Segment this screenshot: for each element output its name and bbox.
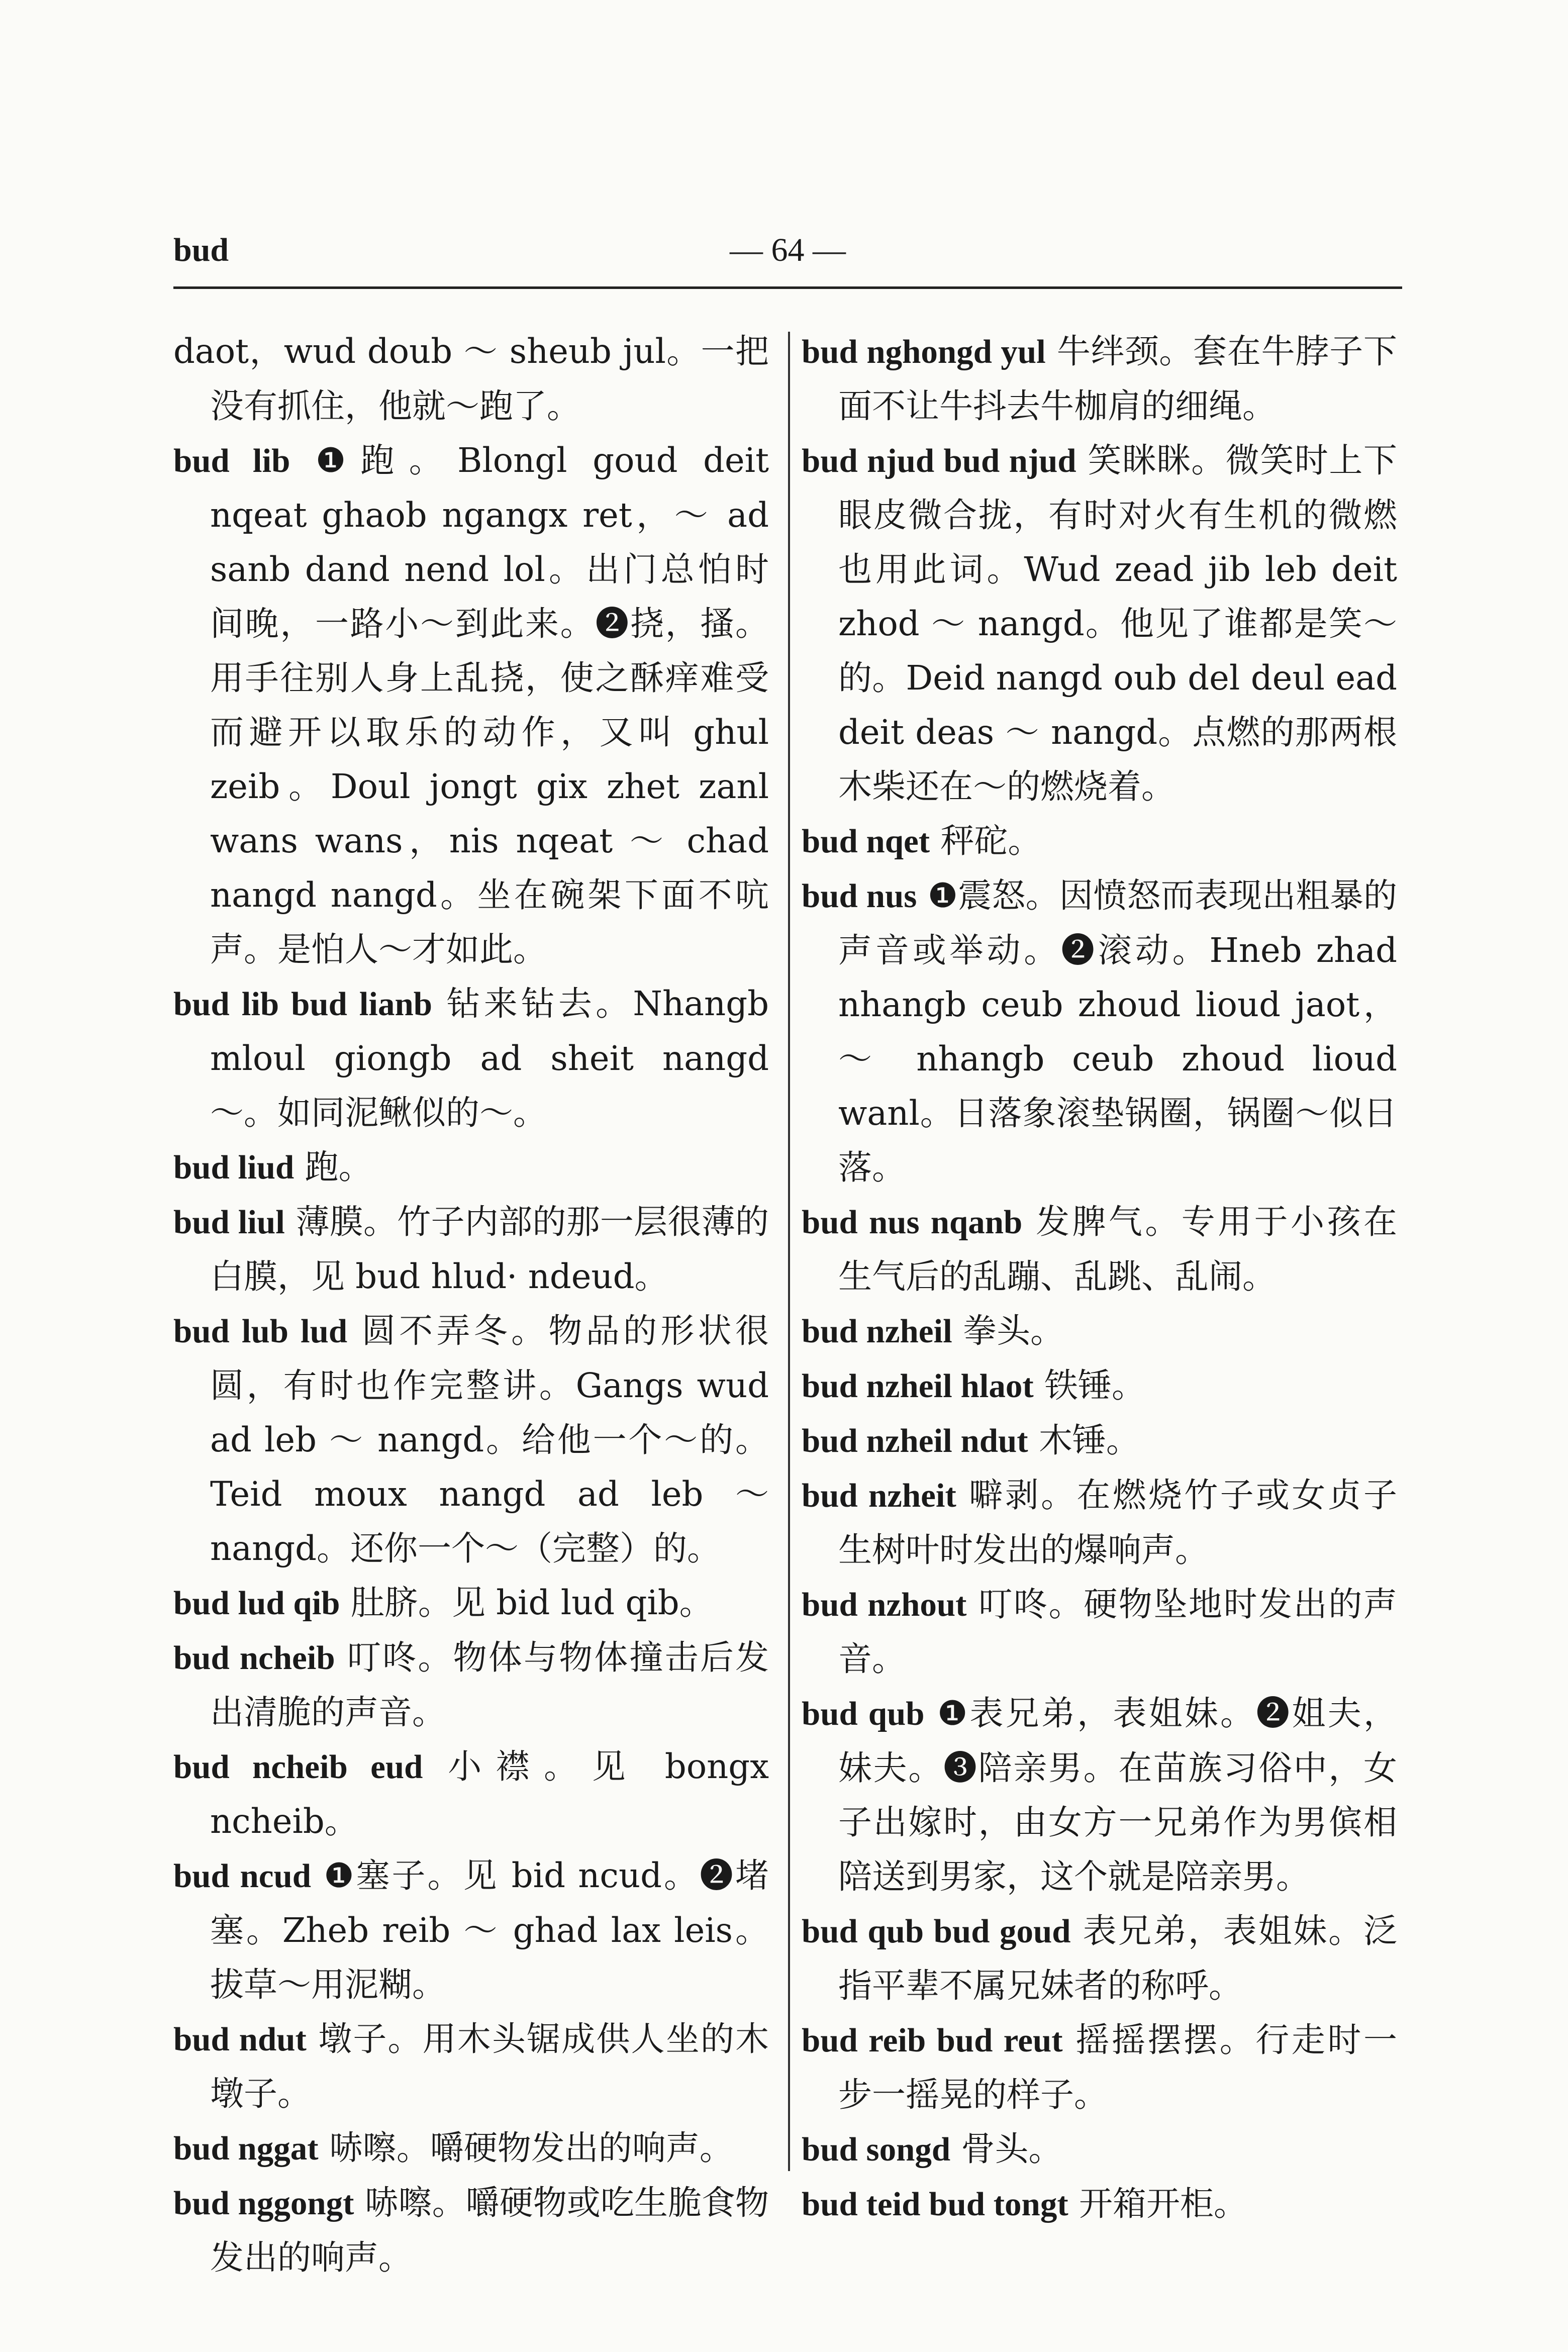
headword: bud njud bud njud <box>802 442 1076 479</box>
dictionary-entry <box>802 1468 1397 1577</box>
headword: bud nggongt <box>173 2185 354 2222</box>
dictionary-entry <box>802 2177 1397 2231</box>
headword: bud nggat <box>173 2130 319 2167</box>
definition: ❶塞子。见 bid ncud。❷堵塞。Zheb reib ～ ghad lax leis。拔草～用泥糊。 <box>210 1856 769 2004</box>
headword: bud nus nqanb <box>802 1204 1023 1241</box>
dictionary-entry <box>802 1358 1397 1413</box>
headword: bud ncud <box>173 1857 312 1895</box>
dictionary-entry <box>802 868 1397 1195</box>
definition: 圆不弄冬。物品的形状很圆，有时也作完整讲。Gangs wud ad leb ～ nangd。给他一个～的。Teid moux nangd ad leb ～ nangd。还你一个～（完整）的。 <box>210 1311 769 1568</box>
left-column <box>173 324 769 2285</box>
headword: bud ncheib <box>173 1639 335 1677</box>
headword: bud liud <box>173 1149 295 1186</box>
headword: bud nzheil <box>802 1313 952 1350</box>
definition: 铁锤。 <box>1044 1366 1146 1405</box>
dictionary-entry <box>802 1304 1397 1358</box>
dictionary-entry <box>802 324 1397 433</box>
dictionary-entry <box>802 1413 1397 1468</box>
headword: bud lib <box>173 442 290 479</box>
headword: bud lub lud <box>173 1313 348 1350</box>
dictionary-entry <box>173 1576 769 1630</box>
definition: 骨头。 <box>961 2129 1062 2169</box>
headword: bud nzheil hlaot <box>802 1367 1034 1405</box>
headword: bud lib bud lianb <box>173 986 433 1023</box>
headword: bud teid bud tongt <box>802 2186 1068 2223</box>
definition: 叮咚。物体与物体撞击后发出清脆的声音。 <box>210 1638 769 1732</box>
page-header <box>173 221 1402 289</box>
dictionary-entry <box>173 1304 769 1576</box>
definition: 小襟。见 bongx ncheib。 <box>210 1747 769 1841</box>
dictionary-entry <box>173 1630 769 1739</box>
definition: 表兄弟，表姐妹。泛指平辈不属兄妹者的称呼。 <box>838 1911 1397 2005</box>
definition: ❶震怒。因愤怒而表现出粗暴的声音或举动。❷滚动。Hneb zhad nhangb ceub zhoud lioud jaot，～ nhangb ceub zhoud lioud wanl。日落象滚垫锅圈，锅圈～似日落。 <box>838 876 1397 1187</box>
headword: bud ndut <box>173 2021 307 2058</box>
definition: 秤砣。 <box>940 821 1042 860</box>
dictionary-entry <box>802 1686 1397 1904</box>
headword: bud songd <box>802 2131 951 2168</box>
definition: daot，wud doub ～ sheub jul。一把没有抓住，他就～跑了。 <box>173 332 769 426</box>
dictionary-entry <box>173 2012 769 2121</box>
definition: ❶跑。Blongl goud deit nqeat ghaob ngangx ret，～ ad sanb dand nend lol。出门总怕时间晚，一路小～到此来。❷挠，搔。用手往别人身上乱挠，使之酥痒难受而避开以取乐的动作，又叫 ghul zeib。Doul jongt gix zhet zanl wans wans，nis nqeat ～ chad nangd nangd。坐在碗架下面不吭声。是怕人～才如此。 <box>210 441 769 969</box>
dictionary-entry <box>173 1140 769 1195</box>
definition: 木锤。 <box>1038 1421 1140 1460</box>
right-column <box>802 324 1397 2231</box>
definition: 牛绊颈。套在牛脖子下面不让牛抖去牛枷肩的细绳。 <box>838 332 1397 426</box>
definition: 拳头。 <box>963 1311 1064 1350</box>
dictionary-entry <box>173 1195 769 1304</box>
headword: bud qub <box>802 1695 925 1732</box>
dictionary-entry <box>802 1577 1397 1686</box>
definition: 跑。 <box>305 1147 372 1187</box>
dictionary-entry <box>173 433 769 976</box>
dictionary-entry <box>173 1739 769 1848</box>
dictionary-entry <box>173 976 769 1140</box>
definition: ❶表兄弟，表姐妹。❷姐夫，妹夫。❸陪亲男。在苗族习俗中，女子出嫁时，由女方一兄弟作为男傧相陪送到男家，这个就是陪亲男。 <box>838 1694 1397 1896</box>
definition: 肚脐。见 bid lud qib。 <box>350 1583 713 1622</box>
dictionary-entry <box>173 2176 769 2285</box>
definition: 墩子。用木头锯成供人坐的木墩子。 <box>210 2019 769 2113</box>
column-divider <box>788 332 790 2171</box>
dictionary-entry <box>802 2122 1397 2177</box>
dictionary-entry <box>173 2121 769 2176</box>
dictionary-entry <box>173 1848 769 2012</box>
guide-word: bud <box>173 232 229 268</box>
headword: bud qub bud goud <box>802 1913 1071 1950</box>
headword: bud nus <box>802 877 917 915</box>
dictionary-entry <box>802 2013 1397 2122</box>
definition: 噼剥。在燃烧竹子或女贞子生树叶时发出的爆响声。 <box>838 1476 1397 1570</box>
headword: bud nzheit <box>802 1477 956 1514</box>
definition: 钻来钻去。Nhangb mloul giongb ad sheit nangd ～。如同泥鳅似的～。 <box>210 984 769 1132</box>
headword: bud lud qib <box>173 1585 340 1622</box>
headword: bud nghongd yul <box>802 333 1046 370</box>
dictionary-entry <box>802 814 1397 868</box>
definition: 笑眯眯。微笑时上下眼皮微合拢，有时对火有生机的微燃也用此词。Wud zead jib leb deit zhod ～ nangd。他见了谁都是笑～的。Deid nangd oub del deul ead deit deas ～ nangd。点燃的那两根木柴还在～的燃烧着。 <box>838 441 1397 806</box>
definition: 开箱开柜。 <box>1079 2184 1247 2223</box>
dictionary-entry <box>173 324 769 433</box>
definition: 叮咚。硬物坠地时发出的声音。 <box>838 1585 1398 1679</box>
definition: 摇摇摆摆。行走时一步一摇晃的样子。 <box>838 2020 1397 2114</box>
dictionary-entry <box>802 1904 1397 2013</box>
definition: 哧嚓。嚼硬物发出的响声。 <box>329 2128 733 2168</box>
definition: 薄膜。竹子内部的那一层很薄的白膜，见 bud hlud· ndeud。 <box>210 1202 769 1296</box>
dictionary-entry <box>802 433 1397 814</box>
headword: bud liul <box>173 1204 285 1241</box>
headword: bud reib bud reut <box>802 2022 1063 2059</box>
page-number: — 64 — <box>730 232 846 268</box>
dictionary-entry <box>802 1195 1397 1304</box>
headword: bud nqet <box>802 823 930 860</box>
headword: bud ncheib eud <box>173 1748 423 1786</box>
definition: 发脾气。专用于小孩在生气后的乱蹦、乱跳、乱闹。 <box>838 1202 1397 1296</box>
headword: bud nzhout <box>802 1586 967 1623</box>
definition: 哧嚓。嚼硬物或吃生脆食物发出的响声。 <box>210 2183 769 2277</box>
headword: bud nzheil ndut <box>802 1422 1028 1459</box>
